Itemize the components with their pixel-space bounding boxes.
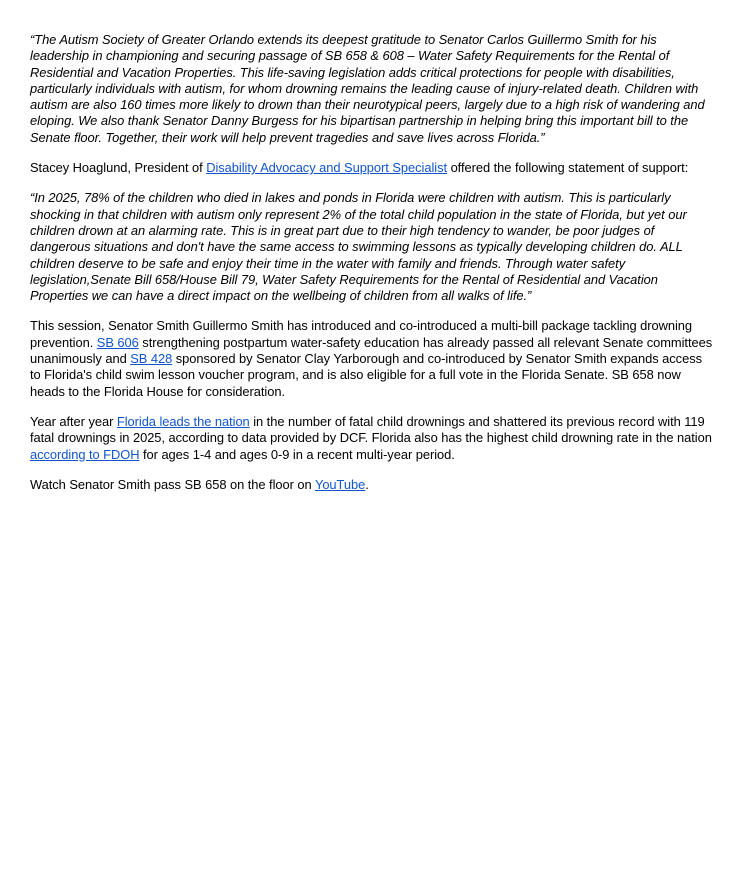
text-run: Stacey Hoaglund, President of	[30, 160, 207, 176]
text-run: sponsored by Senator Clay Yarborough and co-introduced by Senator Smith expands access to Florida's child swim lesson voucher program, and is also eligible for a full vote in the Florida Senate. SB 658 now heads to the Florida House for consideration.	[30, 351, 702, 399]
text-run: Watch Senator Smith pass SB 658 on the floor on	[30, 476, 315, 492]
paragraph-drowning-statistics	[30, 414, 714, 463]
text-run: This session, Senator Smith Guillermo Smith has introduced and co-introduced a multi-bill package tackling drowning prevention.	[30, 318, 693, 350]
text-run: “In 2025, 78% of the children who died in lakes and ponds in Florida were children with autism. This is particularly shocking in that children with autism only represent 2% of the total child population in the state of Florida, but yet our children drown at an alarming rate. This is in great part due to their high tendency to wander, be poor judges of dangerous situations and don't have the same access to swimming lessons as typically developing children do. ALL children deserve to be safe and enjoy their time in the water with family and friends. Through water safety legislation,Senate Bill 658/House Bill 79, Water Safety Requirements for the Rental of Residential and Vacation Properties we can have a direct impact on the wellbeing of children from all walks of life.”	[30, 190, 687, 304]
link-sb-606[interactable]: SB 606	[96, 334, 139, 350]
link-florida-leads-the-nation[interactable]: Florida leads the nation	[116, 413, 250, 429]
link-disability-advocacy-and-support-specialist[interactable]: Disability Advocacy and Support Specialist	[206, 160, 448, 176]
link-youtube[interactable]: YouTube	[314, 476, 366, 492]
paragraph-quote-hoaglund	[30, 190, 714, 304]
link-sb-428[interactable]: SB 428	[130, 351, 173, 367]
text-run: offered the following statement of support:	[447, 160, 689, 176]
paragraph-quote-autism-society	[30, 32, 714, 146]
text-run: strengthening postpartum water-safety education has already passed all relevant Senate committees unanimously and	[30, 334, 713, 367]
text-run: for ages 1-4 and ages 0-9 in a recent multi-year period.	[139, 446, 455, 462]
text-run: “The Autism Society of Greater Orlando extends its deepest gratitude to Senator Carlos Guillermo Smith for his leadership in championing and securing passage of SB 658 & 608 – Water Safety Requirements for the Rental of Residential and Vacation Properties. This life-saving legislation adds critical protections for people with disabilities, particularly individuals with autism, for whom drowning remains the leading cause of injury-related death. Children with autism are also 160 times more likely to drown than their neurotypical peers, largely due to a high risk of wandering and eloping. We also thank Senator Danny Burgess for his bipartisan partnership in helping bring this important bill to the Senate floor. Together, their work will help prevent tragedies and save lives across Florida.”	[30, 32, 705, 145]
paragraph-hoaglund-intro	[30, 160, 714, 176]
text-run: Year after year	[30, 413, 117, 429]
link-according-to-fdoh[interactable]: according to FDOH	[30, 446, 140, 462]
text-run: .	[365, 476, 369, 492]
paragraph-session-bill-package	[30, 318, 714, 399]
paragraph-watch-floor-video	[30, 477, 714, 493]
text-run: in the number of fatal child drownings and shattered its previous record with 119 fatal drownings in 2025, according to data provided by DCF. Florida also has the highest child drowning rate in the nation	[30, 413, 712, 446]
